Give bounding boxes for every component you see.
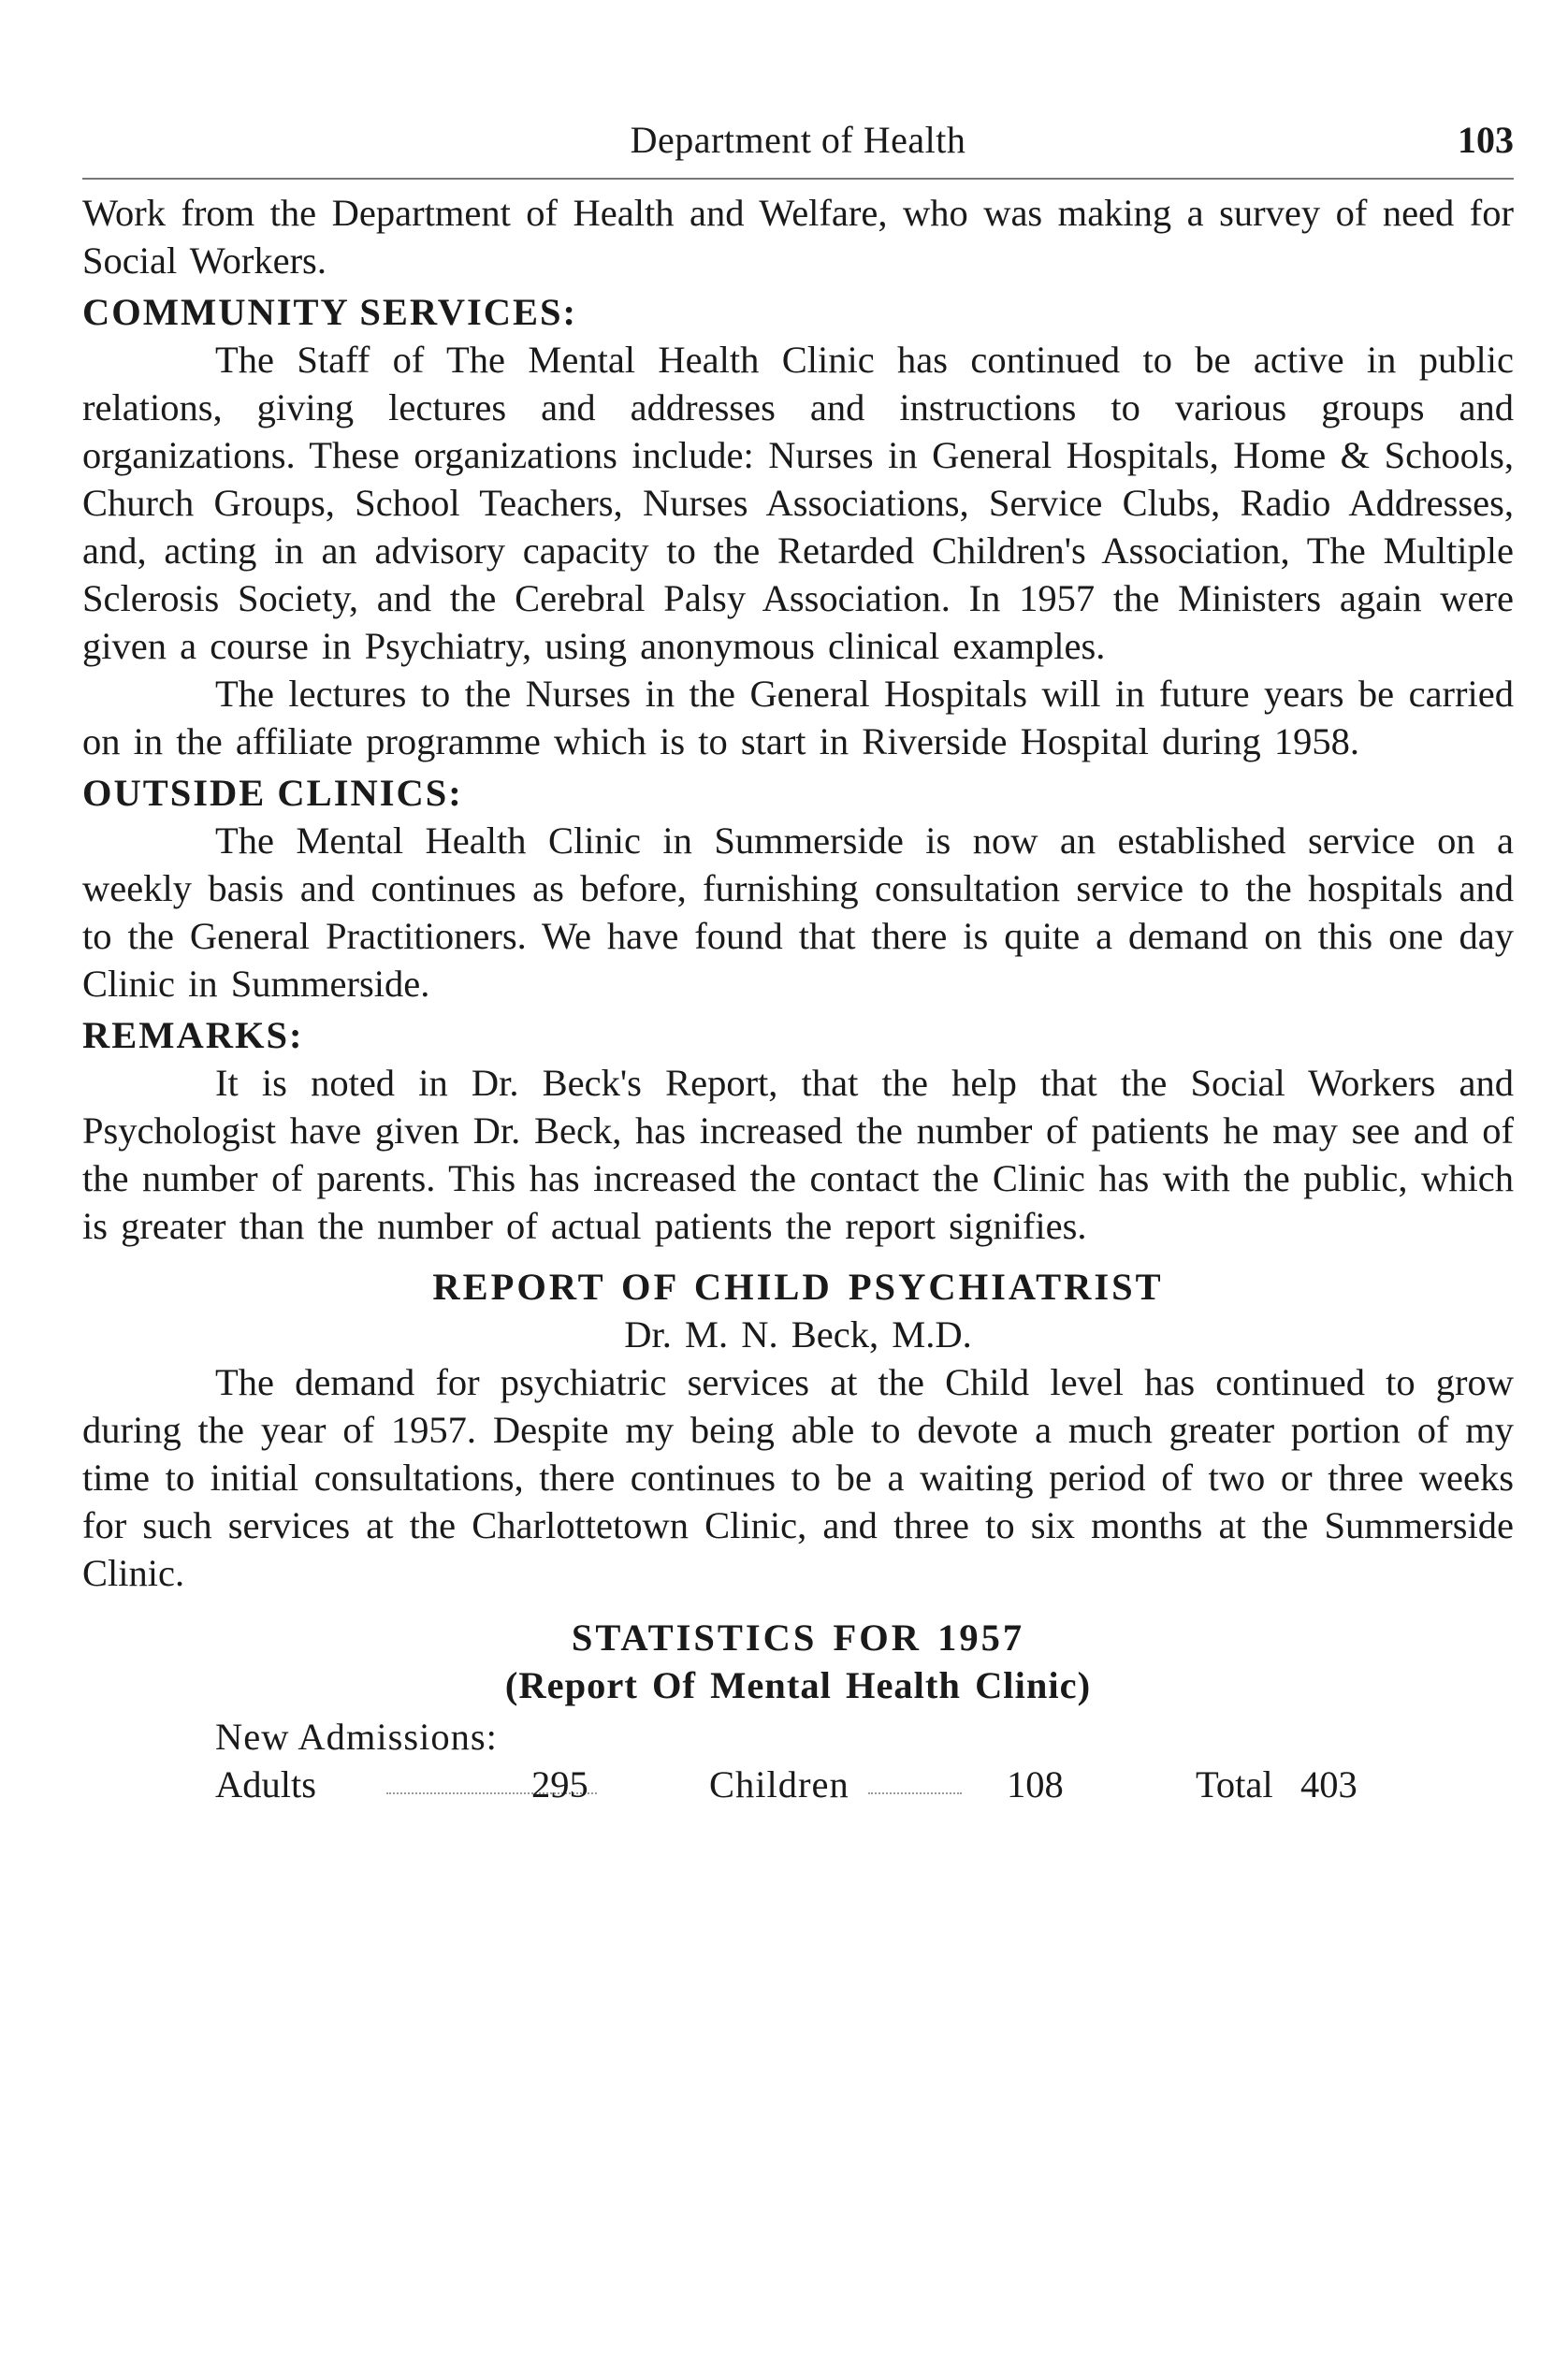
remarks-paragraph: It is noted in Dr. Beck's Report, that the help that the Social Workers and Psychologist have given Dr. Beck, has increased the number of patients he may see and of the number of parents. This has increased the contact the Clinic has with the public, which is greater than the number of actual patients the report signifies.	[82, 1062, 1514, 1247]
page-number: 103	[1458, 119, 1514, 161]
intro-paragraph: Work from the Department of Health and Welfare, who was making a survey of need for Social Workers.	[82, 192, 1514, 282]
report-author: Dr. M. N. Beck, M.D.	[624, 1313, 972, 1356]
outside-clinics-paragraph: The Mental Health Clinic in Summerside is now an established service on a weekly basis and continues as before, furnishing consultation service to the hospitals and to the General Practitioners. We have found that there is quite a demand on this one day Clinic in Summerside.	[82, 819, 1514, 1005]
leader-dots	[868, 1792, 962, 1794]
remarks-heading: REMARKS:	[82, 1014, 304, 1056]
document-page	[82, 112, 1514, 1808]
statistics-title: STATISTICS FOR 1957	[571, 1617, 1025, 1659]
community-services-heading: COMMUNITY SERVICES:	[82, 291, 577, 333]
adults-label: Adults	[215, 1763, 317, 1805]
total-label: Total	[1196, 1763, 1273, 1805]
child-psychiatrist-report-paragraph: The demand for psychiatric services at the Child level has continued to grow during the year of 1957. Despite my being able to devote a much greater portion of my time to initial consultations, there continues to be a waiting period of two or three weeks for such services at the Charlottetown Clinic, and three to six months at the Summerside Clinic.	[82, 1361, 1514, 1594]
children-label: Children	[709, 1763, 849, 1805]
running-header-title: Department of Health	[630, 119, 966, 161]
community-services-paragraph-2: The lectures to the Nurses in the General Hospitals will in future years be carried on in the affiliate programme which is to start in Riverside Hospital during 1958.	[82, 673, 1514, 762]
total-value: 403	[1300, 1763, 1357, 1805]
admissions-stats-row	[82, 1761, 1514, 1808]
children-value: 108	[1007, 1763, 1064, 1805]
outside-clinics-heading: OUTSIDE CLINICS:	[82, 772, 463, 814]
adults-value: 295	[531, 1763, 588, 1805]
running-header	[82, 112, 1514, 180]
statistics-subtitle: (Report Of Mental Health Clinic)	[504, 1664, 1092, 1706]
new-admissions-label: New Admissions:	[215, 1716, 498, 1758]
community-services-paragraph-1: The Staff of The Mental Health Clinic has continued to be active in public relations, giving lectures and addresses and instructions to various groups and organizations. These organizations include: Nurses in General Hospitals, Home & Schools, Church Groups, School Teachers, Nurses Associations, Service Clubs, Radio Addresses, and, acting in an advisory capacity to the Retarded Children's Association, The Multiple Sclerosis Society, and the Cerebral Palsy Association. In 1957 the Ministers again were given a course in Psychiatry, using anonymous clinical examples.	[82, 339, 1514, 667]
child-psychiatrist-report-title: REPORT OF CHILD PSYCHIATRIST	[432, 1266, 1164, 1308]
